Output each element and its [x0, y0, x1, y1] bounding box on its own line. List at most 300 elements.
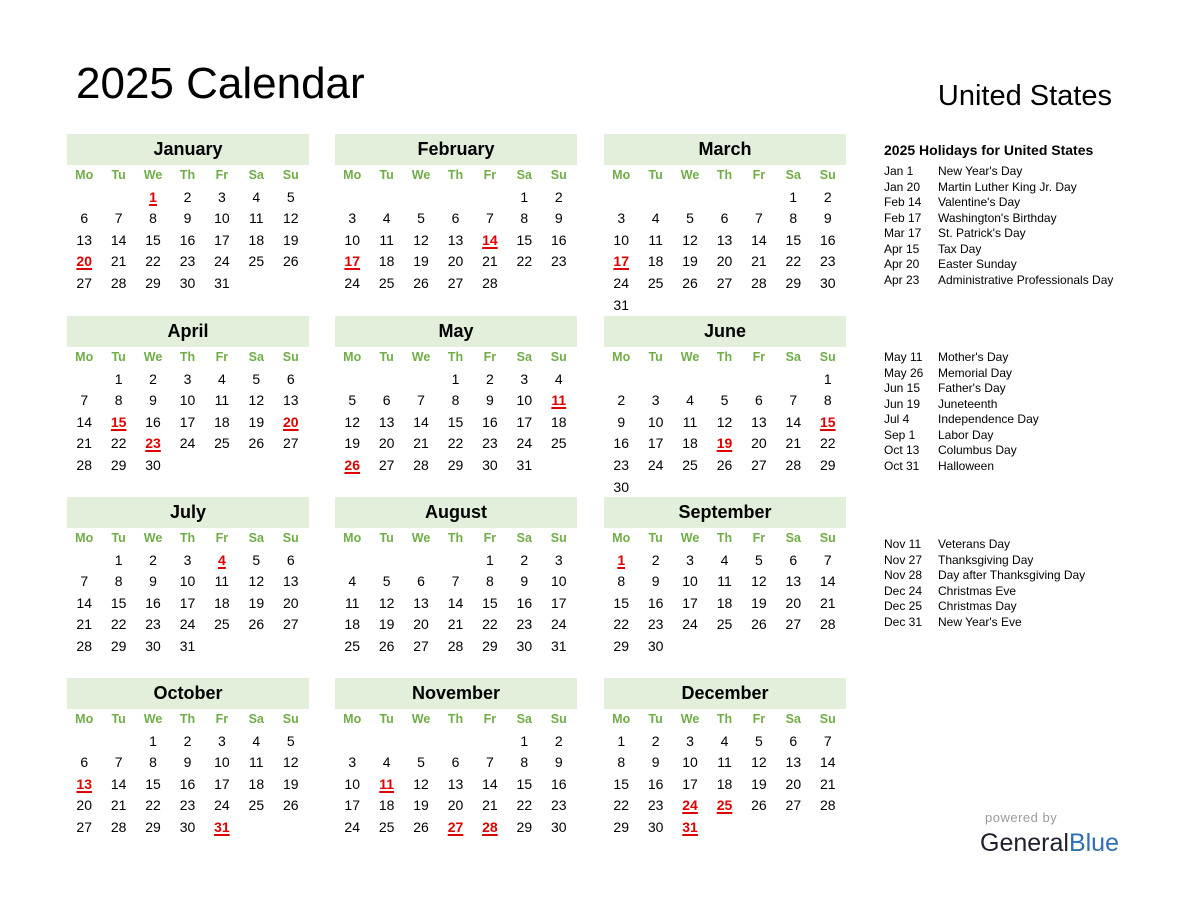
day-cell: 25 [214, 435, 230, 452]
day-cell: 18 [550, 413, 567, 430]
weekday-label: Mo [612, 350, 631, 364]
day-cell: 30 [819, 274, 836, 291]
month-days-grid [335, 709, 577, 839]
day-cell: 26 [282, 797, 299, 814]
day-cell: 18 [214, 594, 230, 611]
day-cell: 13 [282, 573, 299, 590]
day-cell: 5 [686, 210, 694, 227]
day-cell: 16 [613, 435, 629, 452]
day-cell: 16 [647, 594, 664, 611]
holiday-date: Feb 14 [884, 195, 922, 209]
day-cell: 6 [80, 210, 89, 227]
month-days-grid [604, 347, 846, 498]
day-cell: 29 [110, 637, 127, 654]
day-cell: 6 [451, 754, 460, 771]
month-may [335, 316, 577, 477]
weekday-label: Mo [343, 168, 362, 182]
day-cell: 6 [720, 210, 729, 227]
empty-cell [369, 550, 403, 572]
day-cell: 3 [348, 210, 357, 227]
day-cell: 2 [520, 551, 529, 568]
day-cell: 30 [179, 818, 196, 835]
day-cell: 27 [76, 274, 92, 291]
day-cell: 11 [717, 573, 732, 590]
holiday-name: Thanksgiving Day [938, 552, 1034, 567]
month-days-grid [604, 709, 846, 839]
holiday-date: Apr 20 [884, 257, 920, 271]
day-cell: 21 [110, 253, 127, 270]
holiday-date: Jan 20 [884, 179, 921, 194]
day-cell: 2 [149, 551, 157, 568]
day-cell: 15 [516, 775, 533, 792]
day-cell: 13 [751, 413, 767, 430]
day-cell: 7 [789, 392, 798, 409]
weekday-label: Fr [215, 531, 229, 545]
day-cell: 2 [554, 732, 563, 749]
weekday-label: Tu [379, 168, 394, 182]
day-cell: 24 [550, 616, 567, 633]
day-cell: 9 [651, 573, 660, 590]
empty-cell [776, 369, 810, 391]
day-cell: 12 [282, 210, 299, 227]
day-cell: 19 [344, 435, 360, 452]
day-cell: 27 [447, 274, 464, 291]
day-cell: 15 [613, 594, 629, 611]
day-cell: 28 [76, 637, 92, 654]
day-cell: 6 [755, 392, 763, 409]
day-cell: 30 [647, 818, 664, 835]
holiday-day-cell: 15 [819, 413, 836, 430]
empty-cell [742, 369, 776, 391]
holiday-date: May 26 [884, 365, 924, 380]
holiday-row [884, 599, 1164, 615]
day-cell: 13 [76, 231, 92, 248]
day-cell: 27 [785, 616, 802, 633]
month-header: July [67, 497, 309, 528]
day-cell: 27 [282, 435, 299, 452]
day-cell: 17 [550, 594, 567, 611]
empty-cell [473, 731, 507, 753]
empty-cell [67, 550, 101, 572]
day-cell: 21 [76, 616, 92, 633]
holiday-list-q3 [884, 537, 1164, 630]
day-cell: 7 [755, 210, 763, 227]
day-cell: 10 [214, 754, 230, 771]
day-cell: 13 [447, 231, 464, 248]
holiday-day-cell: 20 [76, 253, 92, 270]
day-cell: 28 [482, 274, 498, 291]
holiday-day-cell: 24 [682, 797, 698, 814]
day-cell: 3 [183, 370, 192, 387]
day-cell: 22 [447, 435, 464, 452]
day-cell: 14 [447, 594, 464, 611]
day-cell: 19 [413, 253, 429, 270]
day-cell: 15 [447, 413, 464, 430]
weekday-label: Tu [648, 350, 663, 364]
day-cell: 18 [716, 775, 733, 792]
day-cell: 17 [682, 775, 698, 792]
day-cell: 18 [378, 253, 395, 270]
day-cell: 13 [413, 594, 429, 611]
holiday-name: Martin Luther King Jr. Day [938, 179, 1077, 194]
month-march [604, 134, 846, 316]
day-cell: 25 [214, 616, 230, 633]
day-cell: 30 [482, 456, 498, 473]
empty-cell [673, 187, 707, 209]
day-cell: 25 [344, 637, 360, 654]
holiday-date: Oct 31 [884, 458, 920, 473]
day-cell: 21 [819, 594, 836, 611]
holiday-name: Day after Thanksgiving Day [938, 568, 1086, 582]
day-cell: 9 [651, 754, 660, 771]
day-cell: 4 [348, 573, 357, 590]
day-cell: 26 [378, 637, 395, 654]
holiday-row [884, 350, 1164, 366]
day-cell: 22 [482, 616, 498, 633]
holiday-day-cell: 13 [76, 775, 92, 792]
day-cell: 3 [218, 188, 226, 205]
day-cell: 19 [682, 253, 698, 270]
day-cell: 25 [716, 616, 733, 633]
day-cell: 23 [647, 616, 664, 633]
day-cell: 12 [751, 573, 767, 590]
day-cell: 20 [716, 253, 733, 270]
day-cell: 23 [550, 253, 567, 270]
day-cell: 3 [686, 732, 694, 749]
day-cell: 26 [248, 435, 265, 452]
holiday-name: Tax Day [938, 241, 982, 256]
month-header: December [604, 678, 846, 709]
empty-cell [473, 187, 507, 209]
day-cell: 4 [720, 732, 729, 749]
day-cell: 10 [613, 231, 629, 248]
day-cell: 18 [682, 435, 698, 452]
day-cell: 9 [520, 573, 529, 590]
holiday-date: May 11 [884, 350, 923, 364]
day-cell: 1 [114, 551, 123, 568]
day-cell: 8 [149, 210, 157, 227]
day-cell: 30 [145, 637, 161, 654]
empty-cell [438, 187, 472, 209]
day-cell: 26 [248, 616, 265, 633]
day-cell: 10 [344, 775, 360, 792]
weekday-label: Tu [648, 531, 663, 545]
day-cell: 14 [819, 754, 836, 771]
day-cell: 2 [183, 188, 192, 205]
weekday-label: Su [282, 712, 299, 726]
page-title: 2025 Calendar [76, 59, 365, 108]
day-cell: 26 [751, 797, 767, 814]
day-cell: 11 [249, 210, 264, 227]
month-header: January [67, 134, 309, 165]
day-cell: 25 [248, 797, 265, 814]
day-cell: 27 [378, 456, 395, 473]
day-cell: 17 [682, 594, 698, 611]
holidays-title: 2025 Holidays for United States [884, 142, 1094, 158]
empty-cell [707, 369, 741, 391]
day-cell: 11 [249, 754, 264, 771]
weekday-label: Sa [516, 350, 532, 364]
holiday-day-cell: 23 [145, 435, 161, 452]
day-cell: 12 [282, 754, 299, 771]
weekday-label: Fr [752, 531, 766, 545]
month-header: May [335, 316, 577, 347]
day-cell: 13 [785, 573, 802, 590]
holiday-name: Father's Day [938, 381, 1006, 395]
day-cell: 4 [252, 188, 261, 205]
holiday-date: Dec 24 [884, 583, 923, 598]
day-cell: 1 [789, 188, 798, 205]
day-cell: 8 [520, 210, 529, 227]
day-cell: 2 [651, 551, 660, 568]
empty-cell [335, 731, 369, 753]
weekday-label: Mo [343, 712, 362, 726]
weekday-label: Fr [752, 712, 766, 726]
month-header: October [67, 678, 309, 709]
day-cell: 17 [516, 413, 533, 430]
day-cell: 13 [447, 775, 464, 792]
month-june [604, 316, 846, 498]
day-cell: 21 [110, 797, 127, 814]
day-cell: 13 [282, 392, 299, 409]
month-july [67, 497, 309, 658]
holiday-day-cell: 20 [282, 413, 299, 430]
day-cell: 28 [819, 616, 836, 633]
weekday-label: Tu [379, 350, 394, 364]
day-cell: 8 [486, 573, 494, 590]
day-cell: 6 [417, 573, 425, 590]
month-april [67, 316, 309, 477]
weekday-label: Tu [111, 350, 126, 364]
month-header: June [604, 316, 846, 347]
day-cell: 23 [550, 797, 567, 814]
weekday-label: Th [179, 531, 196, 545]
day-cell: 5 [417, 754, 425, 771]
day-cell: 8 [114, 392, 123, 409]
holiday-date: Jun 15 [884, 381, 921, 395]
weekday-label: Su [550, 350, 567, 364]
holiday-row [884, 428, 1164, 444]
day-cell: 26 [751, 616, 767, 633]
holiday-name: Labor Day [938, 427, 994, 442]
day-cell: 24 [516, 435, 533, 452]
holiday-date: Oct 13 [884, 443, 920, 457]
holiday-row [884, 195, 1164, 211]
day-cell: 22 [145, 797, 161, 814]
day-cell: 7 [417, 392, 425, 409]
day-cell: 16 [647, 775, 664, 792]
weekday-label: We [411, 350, 431, 364]
day-cell: 8 [823, 392, 832, 409]
weekday-label: Fr [483, 531, 497, 545]
day-cell: 24 [179, 435, 196, 452]
day-cell: 21 [76, 435, 92, 452]
holiday-name: Administrative Professionals Day [938, 272, 1114, 287]
day-cell: 9 [149, 392, 157, 409]
day-cell: 1 [823, 370, 832, 387]
weekday-label: Sa [248, 712, 264, 726]
day-cell: 30 [516, 637, 533, 654]
day-cell: 14 [413, 413, 429, 430]
day-cell: 5 [755, 732, 763, 749]
day-cell: 15 [145, 775, 161, 792]
holiday-name: Independence Day [938, 412, 1039, 426]
day-cell: 7 [823, 551, 832, 568]
day-cell: 9 [486, 392, 494, 409]
day-cell: 31 [516, 456, 533, 473]
day-cell: 20 [447, 797, 464, 814]
holiday-name: Memorial Day [938, 365, 1013, 380]
holiday-list-q1 [884, 164, 1164, 288]
holiday-row [884, 180, 1164, 196]
holiday-row [884, 366, 1164, 382]
brand-logo[interactable] [980, 828, 1119, 858]
day-cell: 28 [447, 637, 464, 654]
day-cell: 14 [110, 231, 127, 248]
day-cell: 12 [751, 754, 767, 771]
weekday-label: Sa [248, 531, 264, 545]
day-cell: 10 [682, 754, 698, 771]
month-august [335, 497, 577, 658]
day-cell: 15 [482, 594, 498, 611]
weekday-label: Fr [215, 350, 229, 364]
month-days-grid [67, 347, 309, 477]
day-cell: 9 [183, 754, 192, 771]
day-cell: 22 [516, 253, 533, 270]
day-cell: 6 [80, 754, 89, 771]
day-cell: 7 [486, 754, 494, 771]
month-december [604, 678, 846, 839]
weekday-label: Mo [612, 168, 631, 182]
day-cell: 2 [617, 392, 626, 409]
day-cell: 3 [554, 551, 563, 568]
day-cell: 30 [145, 456, 161, 473]
day-cell: 24 [214, 797, 230, 814]
day-cell: 12 [716, 413, 733, 430]
weekday-label: Sa [248, 350, 264, 364]
weekday-label: Su [819, 531, 836, 545]
day-cell: 8 [617, 754, 626, 771]
holiday-day-cell: 26 [344, 456, 360, 473]
holiday-day-cell: 11 [551, 392, 567, 409]
day-cell: 14 [819, 573, 836, 590]
holiday-name: Columbus Day [938, 443, 1017, 457]
weekday-label: Su [282, 168, 299, 182]
empty-cell [404, 550, 438, 572]
empty-cell [335, 550, 369, 572]
day-cell: 24 [647, 456, 664, 473]
day-cell: 21 [413, 435, 429, 452]
month-days-grid [335, 347, 577, 477]
day-cell: 5 [720, 392, 729, 409]
empty-cell [67, 187, 101, 209]
day-cell: 9 [554, 754, 563, 771]
empty-cell [404, 731, 438, 753]
day-cell: 26 [282, 253, 299, 270]
holiday-date: Sep 1 [884, 427, 916, 442]
day-cell: 1 [451, 370, 460, 387]
day-cell: 2 [486, 370, 494, 387]
weekday-label: Mo [75, 712, 94, 726]
empty-cell [369, 731, 403, 753]
weekday-label: Th [447, 350, 464, 364]
weekday-label: Sa [785, 168, 801, 182]
day-cell: 26 [682, 274, 698, 291]
empty-cell [404, 187, 438, 209]
day-cell: 19 [751, 775, 767, 792]
day-cell: 23 [179, 797, 196, 814]
weekday-label: Sa [248, 168, 264, 182]
day-cell: 5 [286, 188, 295, 205]
weekday-label: Fr [215, 168, 229, 182]
weekday-label: We [680, 712, 700, 726]
day-cell: 15 [613, 775, 629, 792]
day-cell: 10 [516, 392, 533, 409]
month-days-grid [335, 165, 577, 295]
holiday-row [884, 443, 1164, 459]
holiday-date: Feb 17 [884, 210, 922, 225]
day-cell: 26 [413, 274, 429, 291]
day-cell: 22 [110, 616, 127, 633]
day-cell: 17 [214, 231, 230, 248]
holiday-name: Juneteenth [938, 396, 998, 411]
month-header: April [67, 316, 309, 347]
weekday-label: Th [447, 531, 464, 545]
day-cell: 12 [248, 392, 265, 409]
day-cell: 31 [179, 637, 196, 654]
holiday-day-cell: 28 [482, 818, 498, 835]
day-cell: 6 [286, 370, 295, 387]
day-cell: 16 [145, 413, 161, 430]
holiday-row [884, 257, 1164, 273]
day-cell: 6 [382, 392, 391, 409]
holiday-date: Apr 23 [884, 272, 920, 287]
day-cell: 2 [823, 188, 832, 205]
weekday-label: Tu [111, 531, 126, 545]
day-cell: 21 [819, 775, 836, 792]
day-cell: 29 [785, 274, 802, 291]
weekday-label: Mo [343, 350, 362, 364]
day-cell: 5 [252, 551, 261, 568]
day-cell: 7 [80, 392, 89, 409]
day-cell: 22 [613, 797, 629, 814]
month-header: February [335, 134, 577, 165]
day-cell: 19 [282, 775, 299, 792]
day-cell: 4 [554, 370, 563, 387]
holiday-name: Veterans Day [938, 537, 1011, 551]
day-cell: 25 [647, 274, 664, 291]
day-cell: 24 [613, 274, 629, 291]
day-cell: 12 [682, 231, 698, 248]
weekday-label: Tu [111, 168, 126, 182]
empty-cell [638, 369, 672, 391]
day-cell: 11 [717, 754, 732, 771]
day-cell: 4 [686, 392, 694, 409]
day-cell: 16 [550, 775, 567, 792]
weekday-label: Tu [648, 168, 663, 182]
day-cell: 11 [214, 573, 230, 590]
weekday-label: Sa [516, 712, 532, 726]
month-january [67, 134, 309, 295]
day-cell: 6 [286, 551, 295, 568]
holiday-date: Dec 25 [884, 599, 923, 613]
holiday-row [884, 459, 1164, 475]
weekday-label: Su [819, 350, 836, 364]
day-cell: 1 [114, 370, 123, 387]
day-cell: 1 [520, 188, 529, 205]
day-cell: 15 [516, 231, 533, 248]
weekday-label: Su [282, 531, 299, 545]
